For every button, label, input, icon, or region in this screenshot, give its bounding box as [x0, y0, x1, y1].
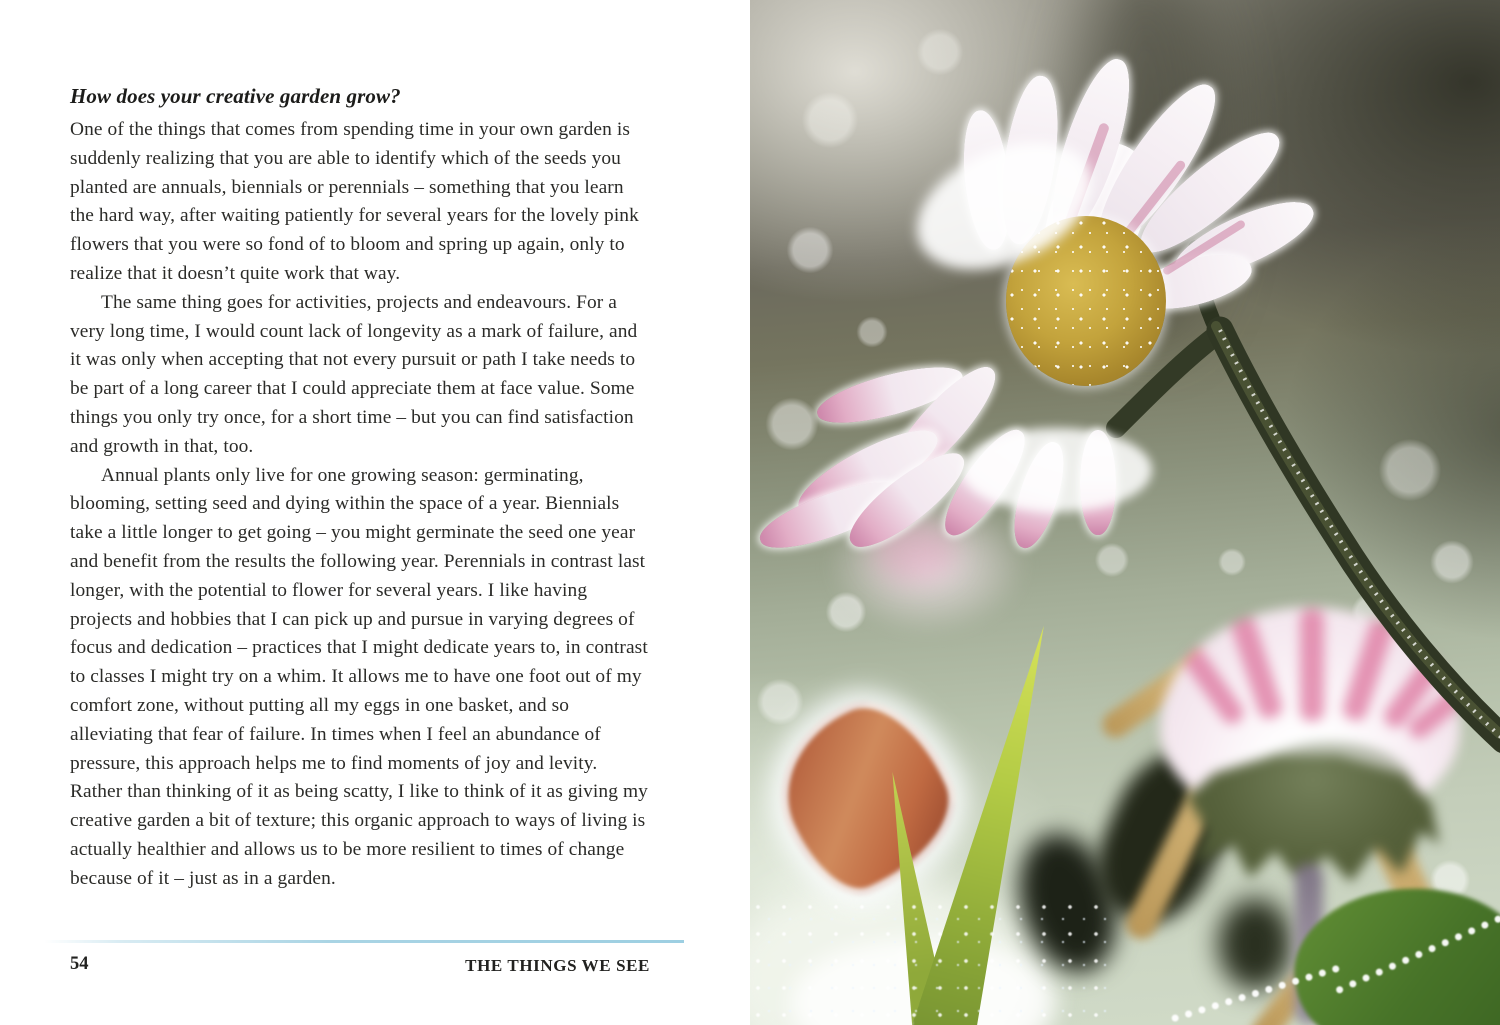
footer-rule	[44, 940, 684, 943]
paragraph: The same thing goes for activities, projects and endeavours. For a very long time, I would count lack of longevity as a mark of failure, and it was only when accepting that not every pursuit or path I take needs to be part of a long career that I could appreciate them at face value. Some things you only try once, for a short time – but you can find satisfaction and growth in that, too.	[70, 291, 638, 457]
running-title: THE THINGS WE SEE	[465, 956, 650, 975]
page-number: 54	[70, 954, 89, 974]
paragraph: Annual plants only live for one growing season: germinating, blooming, setting seed and dying within the space of a year. Biennials take a little longer to get going – you might germinate the seed one year and benefit from the results the following year. Perennials in contrast last longer, with the potential to flower for several years. I like having projects and hobbies that I can pick up and pursue in varying degrees of focus and dedication – practices that I might dedicate years to, in contrast to classes I might try on a whim. It allows me to have one foot out of my comfort zone, without putting all my eggs in one basket, and so alleviating that fear of failure. In times when I feel an abundance of pressure, this approach helps me to find moments of joy and levity. Rather than thinking of it as being scatty, I like to think of it as giving my creative garden a bit of texture; this organic approach to ways of living is actually healthier and allows us to be more resilient to times of change because of it – just as in a garden.	[70, 464, 648, 889]
frosted-daisy-photo	[750, 0, 1500, 1025]
frost-under-flower	[962, 428, 1152, 512]
section-heading: How does your creative garden grow?	[70, 84, 401, 108]
body-text-column	[70, 84, 652, 894]
paragraph: One of the things that comes from spending time in your own garden is suddenly realizing that you are able to identify which of the seeds you planted are annuals, biennials or perennials – something that you learn the hard way, after waiting patiently for several years for the lovely pink flowers that you were so fond of to bloom and spring up again, only to realize that it doesn’t quite work that way.	[70, 119, 639, 284]
